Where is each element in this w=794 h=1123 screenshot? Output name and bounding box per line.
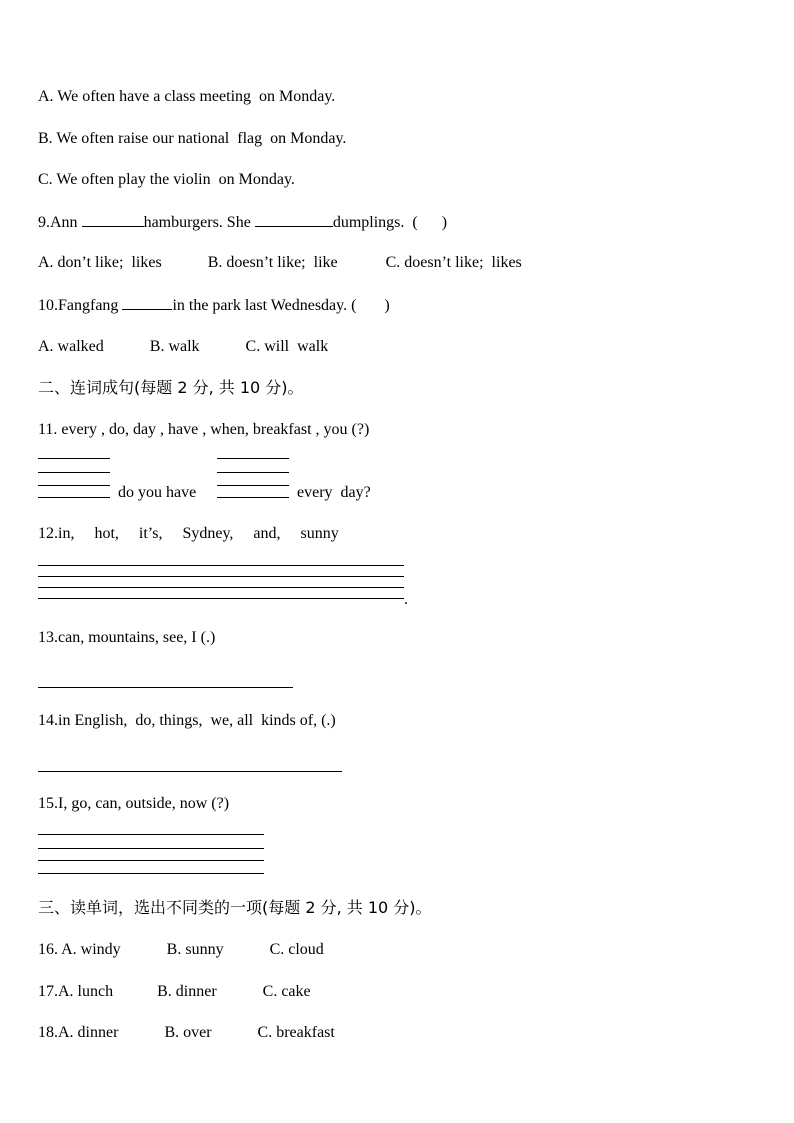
q17-row <box>38 982 311 1002</box>
q12-end-mark: . <box>404 591 408 608</box>
q11-answer-line[interactable] <box>217 458 289 459</box>
q11-middle-text: do you have <box>118 484 197 501</box>
section-3-title: 三、读单词，选出不同类的一项(每题 2 分, 共 10 分)。 <box>38 898 432 917</box>
q11-answer-line[interactable] <box>217 472 289 473</box>
q12-answer-line[interactable] <box>38 565 404 566</box>
q16-option-a: 16. A. windy <box>38 941 121 958</box>
q13-prompt: 13.can, mountains, see, I (.) <box>38 629 216 646</box>
q10-number: 10.Fangfang <box>38 297 123 314</box>
q11-answer-line[interactable] <box>38 472 110 473</box>
q18-option-b: B. over <box>164 1024 212 1041</box>
q12-answer-line[interactable] <box>38 598 404 599</box>
q12-prompt: 12.in, hot, it’s, Sydney, and, sunny <box>38 525 339 542</box>
q16-option-b: B. sunny <box>166 941 224 958</box>
q13-answer-line[interactable] <box>38 687 293 688</box>
q14-prompt: 14.in English, do, things, we, all kinds of, (.) <box>38 712 336 729</box>
q8-option-c: C. We often play the violin on Monday. <box>38 171 295 188</box>
q10-question <box>38 295 390 316</box>
q9-middle-text: hamburgers. She <box>143 214 255 231</box>
q15-answer-line[interactable] <box>38 834 264 835</box>
q15-answer-line[interactable] <box>38 848 264 849</box>
q9-option-a: A. don’t like; likes <box>38 254 162 271</box>
q14-answer-line[interactable] <box>38 771 342 772</box>
q11-answer-line[interactable] <box>217 485 289 486</box>
q16-option-c: C. cloud <box>269 941 324 958</box>
q15-answer-line[interactable] <box>38 873 264 874</box>
q15-answer-line[interactable] <box>38 860 264 861</box>
q10-end-text: in the park last Wednesday. ( ) <box>172 297 390 314</box>
q9-blank-2 <box>255 212 333 227</box>
q10-blank <box>122 295 172 310</box>
q10-option-a: A. walked <box>38 338 104 355</box>
q11-answer-line[interactable] <box>217 497 289 498</box>
q8-option-a: A. We often have a class meeting on Monday. <box>38 88 336 105</box>
q18-option-a: 18.A. dinner <box>38 1024 119 1041</box>
q10-option-b: B. walk <box>149 338 200 355</box>
q9-option-c: C. doesn’t like; likes <box>385 254 522 271</box>
q10-option-c: C. will walk <box>245 338 329 355</box>
q17-option-a: 17.A. lunch <box>38 983 114 1000</box>
q11-end-text: every day? <box>297 484 371 501</box>
q9-option-b: B. doesn’t like; like <box>207 254 338 271</box>
q11-answer-line[interactable] <box>38 458 110 459</box>
q12-answer-line[interactable] <box>38 576 404 577</box>
q9-question <box>38 212 447 233</box>
q17-option-b: B. dinner <box>157 983 217 1000</box>
q9-options <box>38 253 522 273</box>
q10-options <box>38 337 328 357</box>
q11-answer-line[interactable] <box>38 497 110 498</box>
q11-prompt: 11. every , do, day , have , when, breakfast , you (?) <box>38 421 370 438</box>
q18-option-c: C. breakfast <box>257 1024 335 1041</box>
q9-blank-1 <box>82 212 144 227</box>
q15-prompt: 15.I, go, can, outside, now (?) <box>38 795 230 812</box>
q16-row <box>38 940 324 960</box>
q18-row <box>38 1023 335 1043</box>
q17-option-c: C. cake <box>262 983 311 1000</box>
section-2-title: 二、连词成句(每题 2 分, 共 10 分)。 <box>38 378 304 397</box>
q8-option-b: B. We often raise our national flag on Monday. <box>38 130 347 147</box>
q9-number: 9.Ann <box>38 214 82 231</box>
q12-answer-line[interactable] <box>38 587 404 588</box>
q9-end-text: dumplings. ( ) <box>332 214 448 231</box>
q11-answer-line[interactable] <box>38 485 110 486</box>
